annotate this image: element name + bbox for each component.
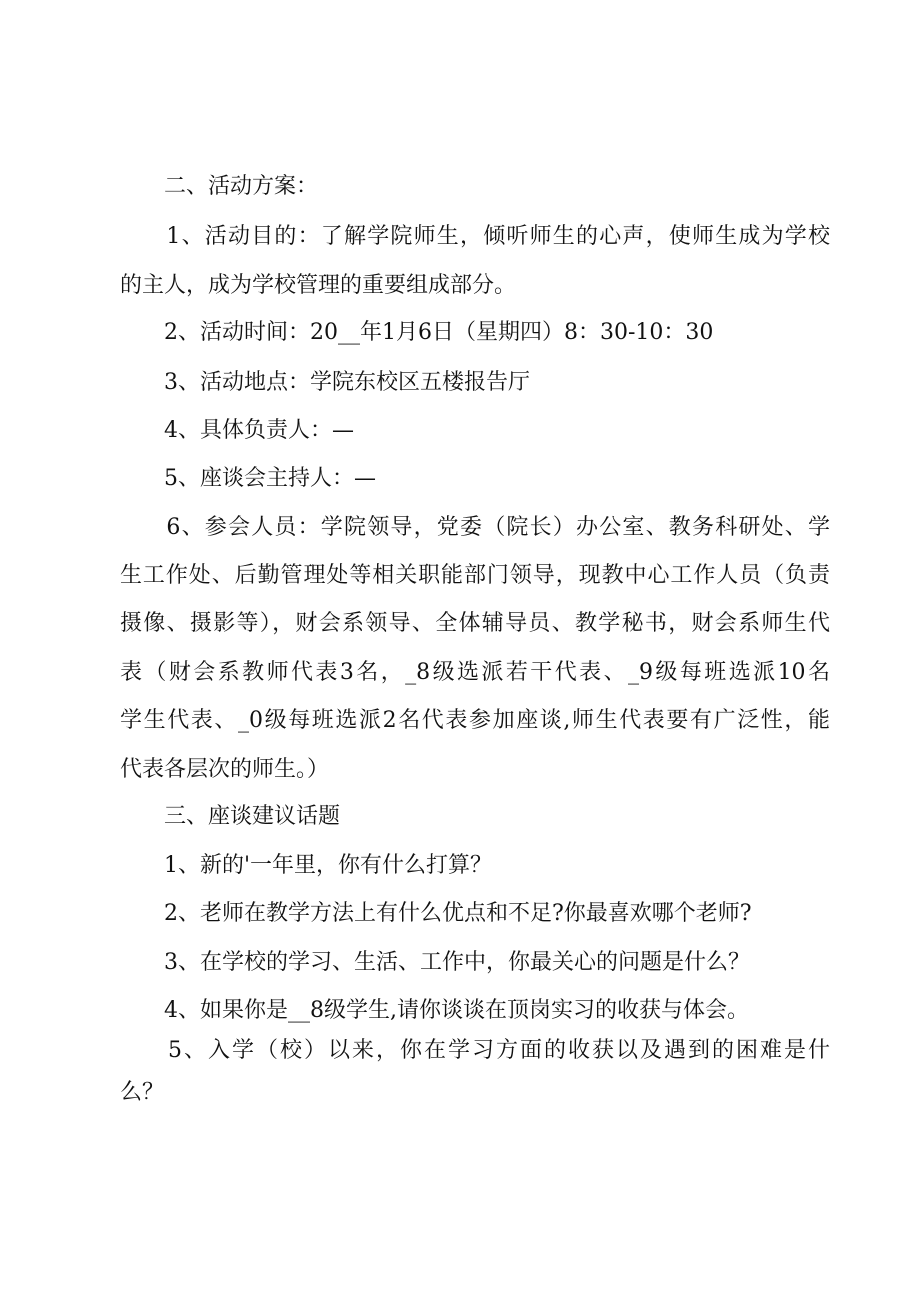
paragraph-line: 6、参会人员：学院领导，党委（院长）办公室、教务科研处、学 — [120, 515, 830, 540]
paragraph-line: 摄像、摄影等），财会系领导、全体辅导员、教学秘书，财会系师生代 — [120, 611, 830, 636]
paragraph-line: 4、具体负责人：— — [120, 418, 354, 443]
paragraph-line: 表（财会系教师代表3名，_8级选派若干代表、_9级每班选派10名 — [120, 660, 830, 685]
paragraph-line: 学生代表、_0级每班选派2名代表参加座谈,师生代表要有广泛性，能 — [120, 708, 830, 733]
section-heading-discussion-topics: 三、座谈建议话题 — [120, 804, 341, 829]
paragraph-line: 5、入学（校）以来，你在学习方面的收获以及遇到的困难是什 — [120, 1038, 830, 1063]
paragraph-line: 的主人，成为学校管理的重要组成部分。 — [120, 273, 517, 298]
paragraph-line: 4、如果你是__8级学生,请你谈谈在顶岗实习的收获与体会。 — [120, 998, 749, 1023]
paragraph-line: 生工作处、后勤管理处等相关职能部门领导，现教中心工作人员（负责 — [120, 563, 830, 588]
paragraph-line: 1、新的'一年里，你有什么打算？ — [120, 853, 493, 878]
paragraph-line: 么？ — [120, 1080, 165, 1105]
paragraph-line: 1、活动目的：了解学院师生，倾听师生的心声，使师生成为学校 — [120, 224, 830, 249]
paragraph-line: 5、座谈会主持人：— — [120, 466, 376, 491]
paragraph-line: 代表各层次的师生。） — [120, 757, 330, 782]
paragraph-line: 3、活动地点：学院东校区五楼报告厅 — [120, 370, 530, 395]
paragraph-line: 2、老师在教学方法上有什么优点和不足?你最喜欢哪个老师? — [120, 901, 752, 926]
paragraph-line: 2、活动时间：20__年1月6日（星期四）8：30-10：30 — [120, 320, 714, 345]
paragraph-line: 3、在学校的学习、生活、工作中，你最关心的问题是什么？ — [120, 950, 750, 975]
section-heading-activity-plan: 二、活动方案： — [120, 174, 319, 199]
